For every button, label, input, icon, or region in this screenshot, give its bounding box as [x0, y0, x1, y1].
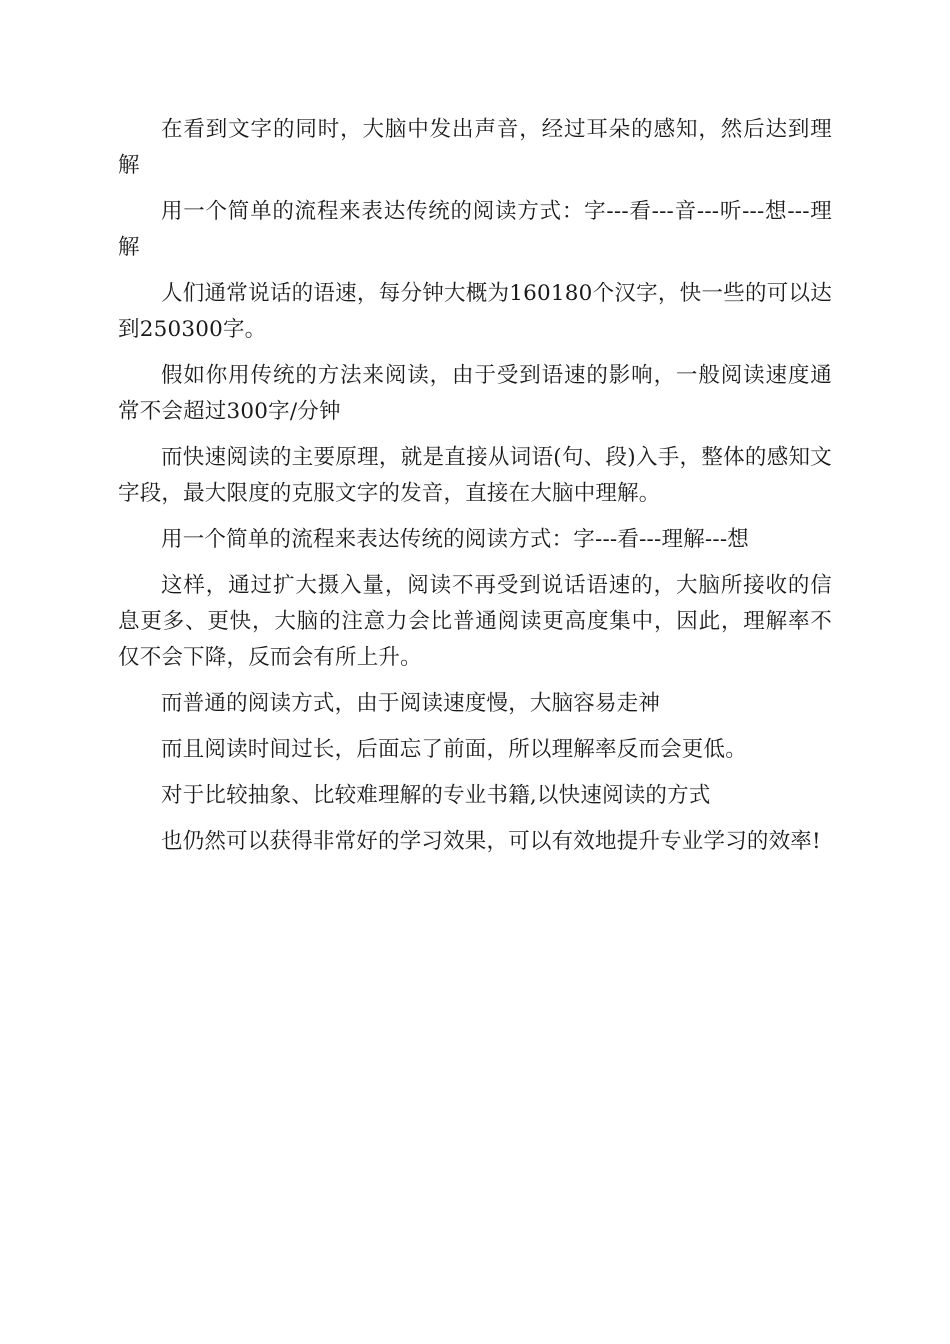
- paragraph-4: 假如你用传统的方法来阅读，由于受到语速的影响，一般阅读速度通常不会超过300字/分钟: [118, 363, 832, 424]
- paragraph-8: 而普通的阅读方式，由于阅读速度慢，大脑容易走神: [161, 691, 661, 716]
- paragraph-2: 用一个简单的流程来表达传统的阅读方式：字---看---音---听---想---理解: [118, 199, 832, 260]
- paragraph-7: 这样，通过扩大摄入量，阅读不再受到说话语速的，大脑所接收的信息更多、更快，大脑的注意力会比普通阅读更高度集中，因此，理解率不仅不会下降，反而会有所上升。: [118, 573, 832, 670]
- paragraph-10: 对于比较抽象、比较难理解的专业书籍,以快速阅读的方式: [161, 783, 711, 808]
- paragraph-1: 在看到文字的同时，大脑中发出声音，经过耳朵的感知，然后达到理解: [118, 117, 832, 178]
- paragraph-5: 而快速阅读的主要原理，就是直接从词语(句、段)入手，整体的感知文字段，最大限度的克服文字的发音，直接在大脑中理解。: [118, 445, 832, 506]
- paragraph-3: 人们通常说话的语速，每分钟大概为160180个汉字，快一些的可以达到250300字。: [118, 281, 832, 342]
- paragraph-6: 用一个简单的流程来表达传统的阅读方式：字---看---理解---想: [161, 527, 749, 552]
- paragraph-9: 而且阅读时间过长，后面忘了前面，所以理解率反而会更低。: [161, 737, 747, 762]
- paragraph-11: 也仍然可以获得非常好的学习效果，可以有效地提升专业学习的效率!: [161, 829, 821, 854]
- document-body: [118, 112, 832, 870]
